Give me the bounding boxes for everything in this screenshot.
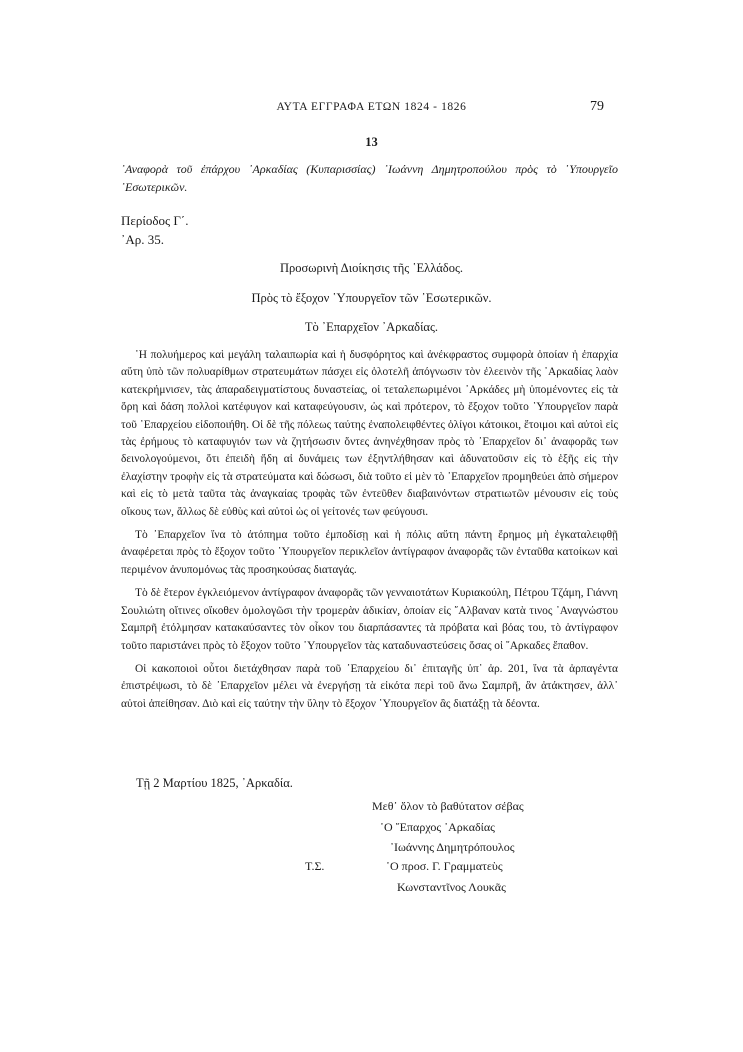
paragraph-2: Τὸ ᾿Επαρχεῖον ἵνα τὸ ἀτόπημα τοῦτο ἐμποδίσῃ καὶ ἡ πόλις αὕτη πάντη ἔρημος μὴ ἐγκαταλειφθῇ ἀναφέρεται πρὸς τὸ ἔξοχον τοῦτο ῾Υπουργεῖον περικλεῖον ἀντίγραφον ἀναφορᾶς τῶν ἐνταῦθα κατοίκων καὶ περιμένον ἀνυπομόνως τὰς προσηκούσας διαταγάς. [121, 529, 618, 576]
running-title: ΑΥΤΑ ΕΓΓΡΑΦΑ ΕΤΩΝ 1824 - 1826 [276, 101, 467, 113]
paragraph-3: Τὸ δὲ ἕτερον ἐγκλειόμενον ἀντίγραφον ἀναφορᾶς τῶν γενναιοτάτων Κυριακούλη, Πέτρου Τζάμη, Γιάννη Σουλιώτη οἵτινες οἴκοθεν ὁμολογῶσι τὴν τρομερὰν ἀδικίαν, ὁποίαν εἰς ῎Αλβαναν κατὰ τινος ᾿Αναγνώστου Σαμπρῆ ἐτόλμησαν κατακαύσαντες τὸν οἶκον του διαρπάσαντες τὰ πρόβατα καὶ βόας του, τὸ ἀντίγραφον τοῦτο παριστάνει πρὸς τὸ ἔξοχον τοῦτο ῾Υπουργεῖον τὰς καταδυναστεύσεις ὅσας οἱ ῎Αρκαδες ἔπαθον. [121, 587, 618, 652]
document-number: 13 [365, 135, 378, 149]
page-number: 79 [590, 99, 604, 114]
signatory-name: ᾿Ιωάννης Δημητρόπουλος [390, 840, 515, 854]
paragraph-4: Οἱ κακοποιοὶ οὗτοι διετάχθησαν παρὰ τοῦ ᾿Επαρχείου δι᾿ ἐπιταγῆς ὑπ᾿ ἀρ. 201, ἵνα τὰ ἁρπαγέντα ἐπιστρέψωσι, τὸ δὲ ᾿Επαρχεῖον μέλει νὰ ἐνεργήσῃ τὰ εἰκότα περὶ τοῦ ἄνω Σαμπρῆ, ἂν ἀτάκτησεν, ἀλλ᾿ αὐτοὶ ἀπείθησαν. Διὸ καὶ εἰς ταύτην τὴν ὕλην τὸ ἔξοχον ῾Υπουργεῖον ἂς διατάξῃ τὰ δέοντα. [121, 662, 618, 710]
heading-sender: Τὸ ᾿Επαρχεῖον ᾿Αρκαδίας. [304, 320, 439, 334]
closing-salutation: Μεθ᾿ ὅλον τὸ βαθύτατον σέβας [372, 799, 524, 813]
signatory-title: ῾Ο ῎Επαρχος ᾿Αρκαδίας [380, 820, 495, 834]
secretary-title: ῾Ο προσ. Γ. Γραμματεὺς [386, 859, 503, 873]
dateline: Τῇ 2 Μαρτίου 1825, ᾿Αρκαδία. [136, 776, 293, 790]
heading-addressee: Πρὸς τὸ ἔξοχον ῾Υπουργεῖον τῶν ᾿Εσωτερικῶν. [251, 291, 492, 305]
paragraph-1: ῾Η πολυήμερος καὶ μεγάλη ταλαιπωρία καὶ ἡ δυσφόρητος καὶ ἀνέκφραστος συμφορὰ ὁποίαν ἡ ἐπαρχία αὕτη ὑπὸ τῶν πολυαρίθμων στρατευμάτων πάσχει εἰς ὁλοτελῆ ἀπόγνωσιν τὸν ἐλεεινὸν τῆς ᾿Αρκαδίας λαὸν κατεκρήμνισεν, τὰς ἀπαραδειγματίστους δυναστείας, οἱ τεταλεπωριμένοι ᾿Αρκάδες μὴ ὑπομένοντες εἰς τὰ ὄρη καὶ δάση πολλοὶ κατέφυγον καὶ καταφεύγουσιν, ὡς καὶ πρότερον, τὸ ἔξοχον τοῦτο ῾Υπουργεῖον παρὰ τοῦ ᾿Επαρχείου εἰδοποιήθη. Οἱ δὲ τῆς πόλεως ταύτης ἐναπολειφθέντες ὀλίγοι κάτοικοι, ἕτοιμοι καὶ αὐτοὶ εἰς τὰς ἐρήμους τὸ καταφυγιόν των νὰ ζητήσωσιν ὄντες ἀνηνέχθησαν πρὸς τὸ ᾿Επαρχεῖον δι᾿ ἀναφορᾶς των δεινολογούμενοι, ὅτι ἐπειδὴ ἤδη αἱ δυνάμεις των ἐξηντλήθησαν καὶ ἀδυνατοῦσιν εἰς τὸ ἑξῆς εἰς τὴν ἐλαχίστην τροφὴν εἰς τὰ στρατεύματα καὶ δώσωσι, διὰ τοῦτο εἰ μὲν τὸ ᾿Επαρχεῖον προμηθεύει ἀπὸ σήμερον καὶ εἰς τὸ μετὰ ταῦτα τὰς ἀναγκαίας τροφὰς τῶν ἐντεῦθεν διαβαινόντων στρατιωτῶν μένουσιν εἰς τοὺς οἴκους των, ἄλλως δὲ εὐθὺς καὶ αὐτοὶ ὡς οἱ γείτονές των φεύγουσι. [121, 349, 618, 518]
letter-body [121, 347, 618, 719]
period-line: Περίοδος Γ΄. [121, 213, 189, 228]
document-title: ᾿Αναφορὰ τοῦ ἐπάρχου ᾿Αρκαδίας (Κυπαρισσίας) ᾿Ιωάννη Δημητροπούλου πρὸς τὸ ῾Υπουργεῖο ᾿Εσωτερικῶν. [121, 162, 618, 194]
reference-number: ᾿Αρ. 35. [121, 232, 164, 247]
heading-government: Προσωρινὴ Διοίκησις τῆς ῾Ελλάδος. [279, 261, 464, 275]
seal-mark: Τ.Σ. [305, 859, 325, 873]
secretary-name: Κωνσταντῖνος Λουκᾶς [397, 880, 506, 894]
